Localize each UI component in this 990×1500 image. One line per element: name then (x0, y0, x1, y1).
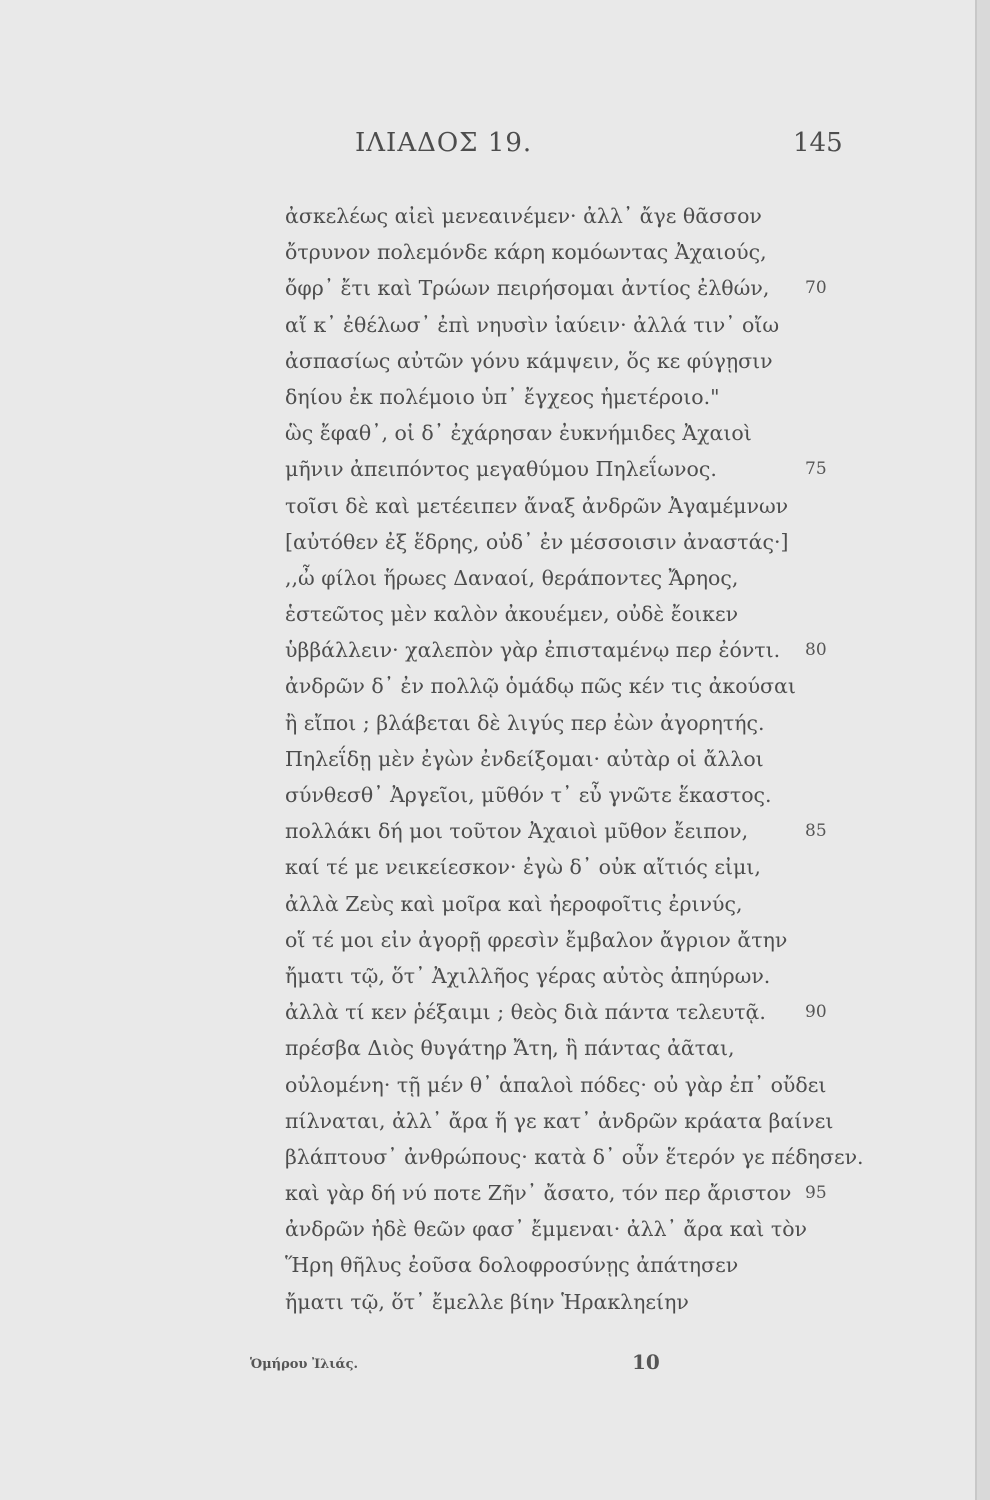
verse-text: ἀσκελέως αἰεὶ μενεαινέμεν· ἀλλ᾽ ἄγε θᾶσσον (285, 204, 762, 228)
page-number: 145 (793, 128, 843, 158)
line-number: 70 (805, 278, 827, 299)
verse-line (285, 524, 864, 560)
verse-text: ἤματι τῷ, ὅτ᾽ ἔμελλε βίην Ἡρακληείην (285, 1289, 689, 1314)
verse-text: βλάπτουσ᾽ ἀνθρώπους· κατὰ δ᾽ οὖν ἕτερόν γε πέδησεν. (285, 1144, 864, 1169)
footer-sheet-number: 10 (632, 1350, 660, 1374)
verse-text: οὐλομένη· τῇ μέν θ᾽ ἁπαλοὶ πόδες· οὐ γὰρ ἐπ᾽ οὔδει (285, 1072, 827, 1097)
verse-line (285, 1103, 864, 1139)
verse-text: δηίου ἐκ πολέμοιο ὑπ᾽ ἔγχεος ἡμετέροιο." (285, 384, 720, 409)
verse-line (285, 1284, 864, 1320)
verse-text: πολλάκι δή μοι τοῦτον Ἀχαιοὶ μῦθον ἔειπον, (285, 819, 749, 844)
verse-text: ἀσπασίως αὐτῶν γόνυ κάμψειν, ὅς κε φύγῃσιν (285, 348, 773, 373)
verse-line (285, 1030, 864, 1066)
verse-line (285, 560, 864, 596)
line-number: 90 (805, 1002, 827, 1023)
verse-text: οἵ τέ μοι εἰν ἀγορῇ φρεσὶν ἔμβαλον ἄγριον ἄτην (285, 927, 788, 952)
verse-line (285, 1247, 864, 1283)
verse-text: ἀνδρῶν ἠδὲ θεῶν φασ᾽ ἔμμεναι· ἀλλ᾽ ἄρα καὶ τὸν (285, 1217, 807, 1242)
verse-line (285, 1211, 864, 1247)
verse-line (285, 849, 864, 885)
verse-text: καὶ γὰρ δή νύ ποτε Ζῆν᾽ ἄσατο, τόν περ ἄριστον (285, 1181, 792, 1206)
verse-line (285, 1067, 864, 1103)
verse-line (285, 922, 864, 958)
verse-text: ὄφρ᾽ ἔτι καὶ Τρώων πειρήσομαι ἀντίος ἐλθών, (285, 276, 770, 301)
verse-line (285, 234, 864, 270)
line-number: 80 (805, 640, 827, 661)
verse-text: ἢ εἴποι ; βλάβεται δὲ λιγύς περ ἐὼν ἀγορητής. (285, 710, 765, 735)
verse-line (285, 307, 864, 343)
verse-line (285, 994, 864, 1030)
line-number: 95 (805, 1183, 827, 1204)
verse-line (285, 632, 864, 668)
verse-text: ἀλλὰ Ζεὺς καὶ μοῖρα καὶ ἠεροφοῖτις ἐρινύς, (285, 891, 743, 916)
verse-line (285, 886, 864, 922)
verse-line (285, 668, 864, 704)
verse-text: αἴ κ᾽ ἐθέλωσ᾽ ἐπὶ νηυσὶν ἰαύειν· ἀλλά τιν᾽ οἴω (285, 312, 780, 337)
verse-text: πίλναται, ἀλλ᾽ ἄρα ἥ γε κατ᾽ ἀνδρῶν κράατα βαίνει (285, 1108, 834, 1133)
verse-line (285, 488, 864, 524)
verse-line (285, 596, 864, 632)
verse-text: καί τέ με νεικείεσκον· ἐγὼ δ᾽ οὐκ αἴτιός εἰμι, (285, 855, 761, 880)
verse-block (285, 198, 864, 1320)
verse-text: ,,ὦ φίλοι ἥρωες Δαναοί, θεράποντες Ἄρηος, (285, 565, 739, 590)
verse-line (285, 813, 864, 849)
verse-text: πρέσβα Διὸς θυγάτηρ Ἄτη, ἣ πάντας ἀᾶται, (285, 1036, 735, 1061)
verse-text: μῆνιν ἀπειπόντος μεγαθύμου Πηλεΐωνος. (285, 457, 717, 482)
verse-text: ὄτρυνον πολεμόνδε κάρη κομόωντας Ἀχαιούς, (285, 240, 767, 265)
verse-line (285, 415, 864, 451)
verse-line (285, 1139, 864, 1175)
verse-text: σύνθεσθ᾽ Ἀργεῖοι, μῦθόν τ᾽ εὖ γνῶτε ἕκαστος. (285, 783, 772, 807)
verse-line (285, 198, 864, 234)
verse-line (285, 451, 864, 487)
verse-text: τοῖσι δὲ καὶ μετέειπεν ἄναξ ἀνδρῶν Ἀγαμέμνων (285, 493, 789, 518)
verse-text: ὣς ἔφαθ᾽, οἱ δ᾽ ἐχάρησαν ἐυκνήμιδες Ἀχαιοὶ (285, 421, 752, 446)
verse-text: ἀνδρῶν δ᾽ ἐν πολλῷ ὁμάδῳ πῶς κέν τις ἀκούσαι (285, 674, 796, 699)
verse-text: Ἥρη θῆλυς ἐοῦσα δολοφροσύνῃς ἀπάτησεν (285, 1253, 739, 1278)
verse-line (285, 1175, 864, 1211)
line-number: 85 (805, 821, 827, 842)
line-number: 75 (805, 459, 827, 480)
verse-text: ἤματι τῷ, ὅτ᾽ Ἀχιλλῆος γέρας αὐτὸς ἀπηύρων. (285, 963, 771, 988)
verse-line (285, 777, 864, 813)
verse-text: [αὐτόθεν ἐξ ἕδρης, οὐδ᾽ ἐν μέσσοισιν ἀναστάς·] (285, 529, 789, 554)
verse-line (285, 379, 864, 415)
footer-signature: Ὁμήρου Ἰλιάς. (250, 1357, 359, 1372)
verse-text: Πηλεΐδῃ μὲν ἐγὼν ἐνδείξομαι· αὐτὰρ οἱ ἄλλοι (285, 746, 764, 771)
running-head-title: ΙΛΙΑΔΟΣ 19. (355, 128, 533, 158)
verse-text: ἑστεῶτος μὲν καλὸν ἀκουέμεν, οὐδὲ ἔοικεν (285, 602, 739, 627)
verse-line (285, 343, 864, 379)
verse-line (285, 705, 864, 741)
verse-text: ἀλλὰ τί κεν ῥέξαιμι ; θεὸς διὰ πάντα τελευτᾷ. (285, 1000, 766, 1025)
verse-line (285, 958, 864, 994)
verse-line (285, 741, 864, 777)
verse-text: ὑββάλλειν· χαλεπὸν γὰρ ἐπισταμένῳ περ ἐόντι. (285, 638, 781, 663)
verse-line (285, 270, 864, 306)
